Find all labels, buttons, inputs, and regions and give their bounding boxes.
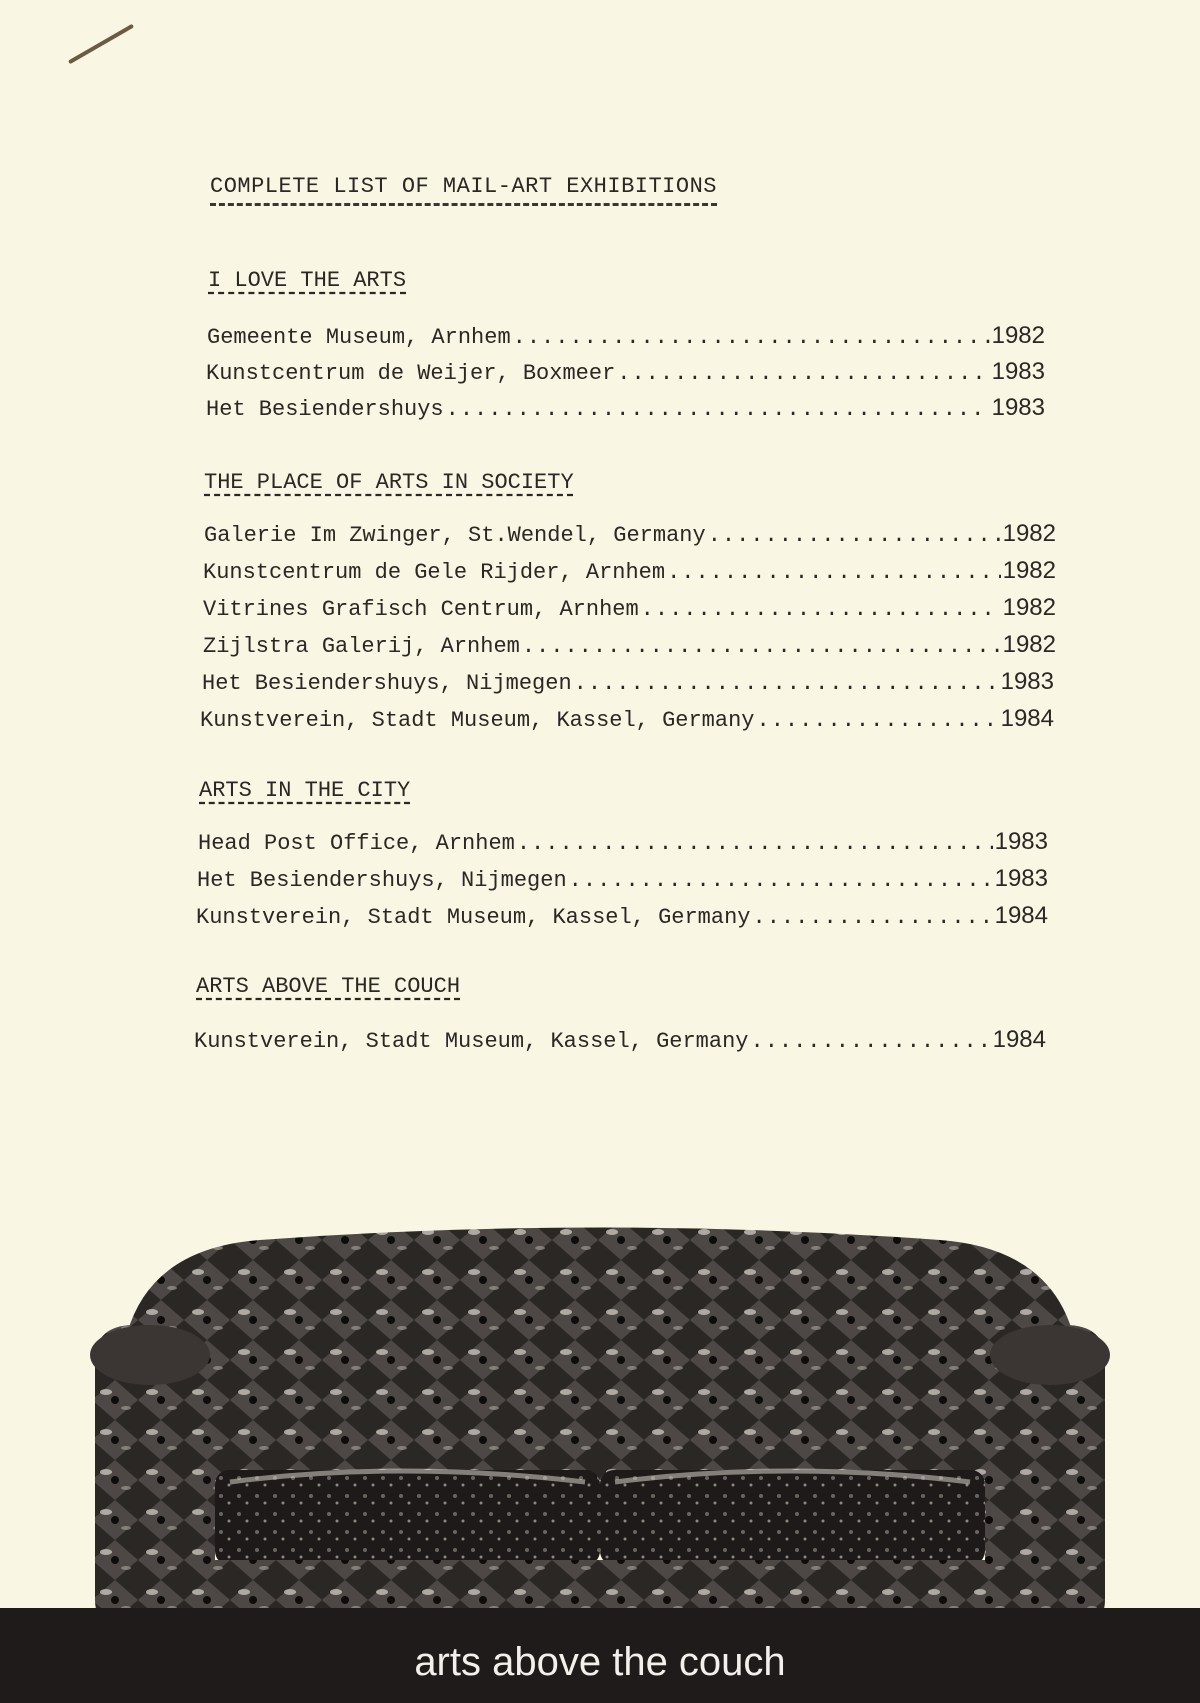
entry-venue: Het Besiendershuys, Nijmegen	[197, 868, 567, 893]
dot-leader	[574, 671, 999, 696]
section-title-arts-in-the-city: ARTS IN THE CITY	[199, 778, 411, 803]
entry-venue: Het Besiendershuys, Nijmegen	[202, 671, 572, 696]
list-item	[204, 520, 1056, 548]
dot-leader	[667, 560, 1001, 585]
entry-venue: Kunstverein, Stadt Museum, Kassel, Germany	[196, 905, 751, 930]
entry-venue: Zijlstra Galerij, Arnhem	[203, 634, 520, 659]
couch-back	[120, 1228, 1080, 1481]
entry-year: 1982	[1002, 557, 1056, 584]
entry-venue: Kunstverein, Stadt Museum, Kassel, Germany	[194, 1029, 749, 1054]
dot-leader	[708, 523, 1001, 548]
entry-venue: Galerie Im Zwinger, St.Wendel, Germany	[204, 523, 706, 548]
dot-leader	[753, 905, 993, 930]
dot-leader	[751, 1029, 991, 1054]
section-title-i-love-the-arts: I LOVE THE ARTS	[208, 268, 407, 293]
entry-venue: Kunstcentrum de Weijer, Boxmeer	[206, 361, 616, 386]
dot-leader	[446, 397, 990, 422]
list-item	[202, 668, 1054, 696]
list-item	[197, 865, 1048, 893]
entry-year: 1982	[991, 322, 1045, 349]
dot-leader	[517, 831, 993, 856]
list-item	[200, 705, 1054, 733]
entry-year: 1983	[991, 394, 1045, 421]
entry-venue: Vitrines Grafisch Centrum, Arnhem	[203, 597, 639, 622]
entry-year: 1983	[994, 865, 1048, 892]
entry-year: 1984	[1000, 705, 1054, 732]
entry-year: 1983	[1000, 668, 1054, 695]
entry-venue: Head Post Office, Arnhem	[198, 831, 515, 856]
entry-year: 1984	[994, 902, 1048, 929]
entry-year: 1982	[1002, 631, 1056, 658]
list-item	[203, 631, 1056, 659]
dot-leader	[641, 597, 1001, 622]
dot-leader	[522, 634, 1001, 659]
section-title-place-of-arts: THE PLACE OF ARTS IN SOCIETY	[204, 470, 574, 495]
staple-mark	[68, 24, 134, 64]
entry-year: 1982	[1002, 594, 1056, 621]
dot-leader	[513, 325, 990, 350]
entry-year: 1984	[992, 1026, 1046, 1053]
entry-year: 1982	[1002, 520, 1056, 547]
entry-venue: Gemeente Museum, Arnhem	[207, 325, 511, 350]
footer-caption: arts above the couch	[414, 1640, 786, 1684]
dot-leader	[617, 361, 989, 386]
list-item	[206, 358, 1045, 386]
list-item	[203, 594, 1056, 622]
list-item	[206, 394, 1045, 422]
section-title-arts-above-the-couch: ARTS ABOVE THE COUCH	[196, 974, 461, 999]
entry-year: 1983	[994, 828, 1048, 855]
dot-leader	[569, 868, 993, 893]
entry-year: 1983	[991, 358, 1045, 385]
list-item	[198, 828, 1048, 856]
entry-venue: Kunstverein, Stadt Museum, Kassel, Germany	[200, 708, 755, 733]
list-item	[194, 1026, 1046, 1054]
entry-venue: Kunstcentrum de Gele Rijder, Arnhem	[203, 560, 666, 585]
dot-leader	[757, 708, 999, 733]
list-item	[196, 902, 1048, 930]
list-item	[203, 557, 1056, 585]
couch-cushion-right	[600, 1470, 985, 1565]
document-title: COMPLETE LIST OF MAIL-ART EXHIBITIONS	[210, 174, 717, 206]
entry-venue: Het Besiendershuys	[206, 397, 444, 422]
couch-cushion-left	[215, 1470, 600, 1565]
list-item	[207, 322, 1045, 350]
